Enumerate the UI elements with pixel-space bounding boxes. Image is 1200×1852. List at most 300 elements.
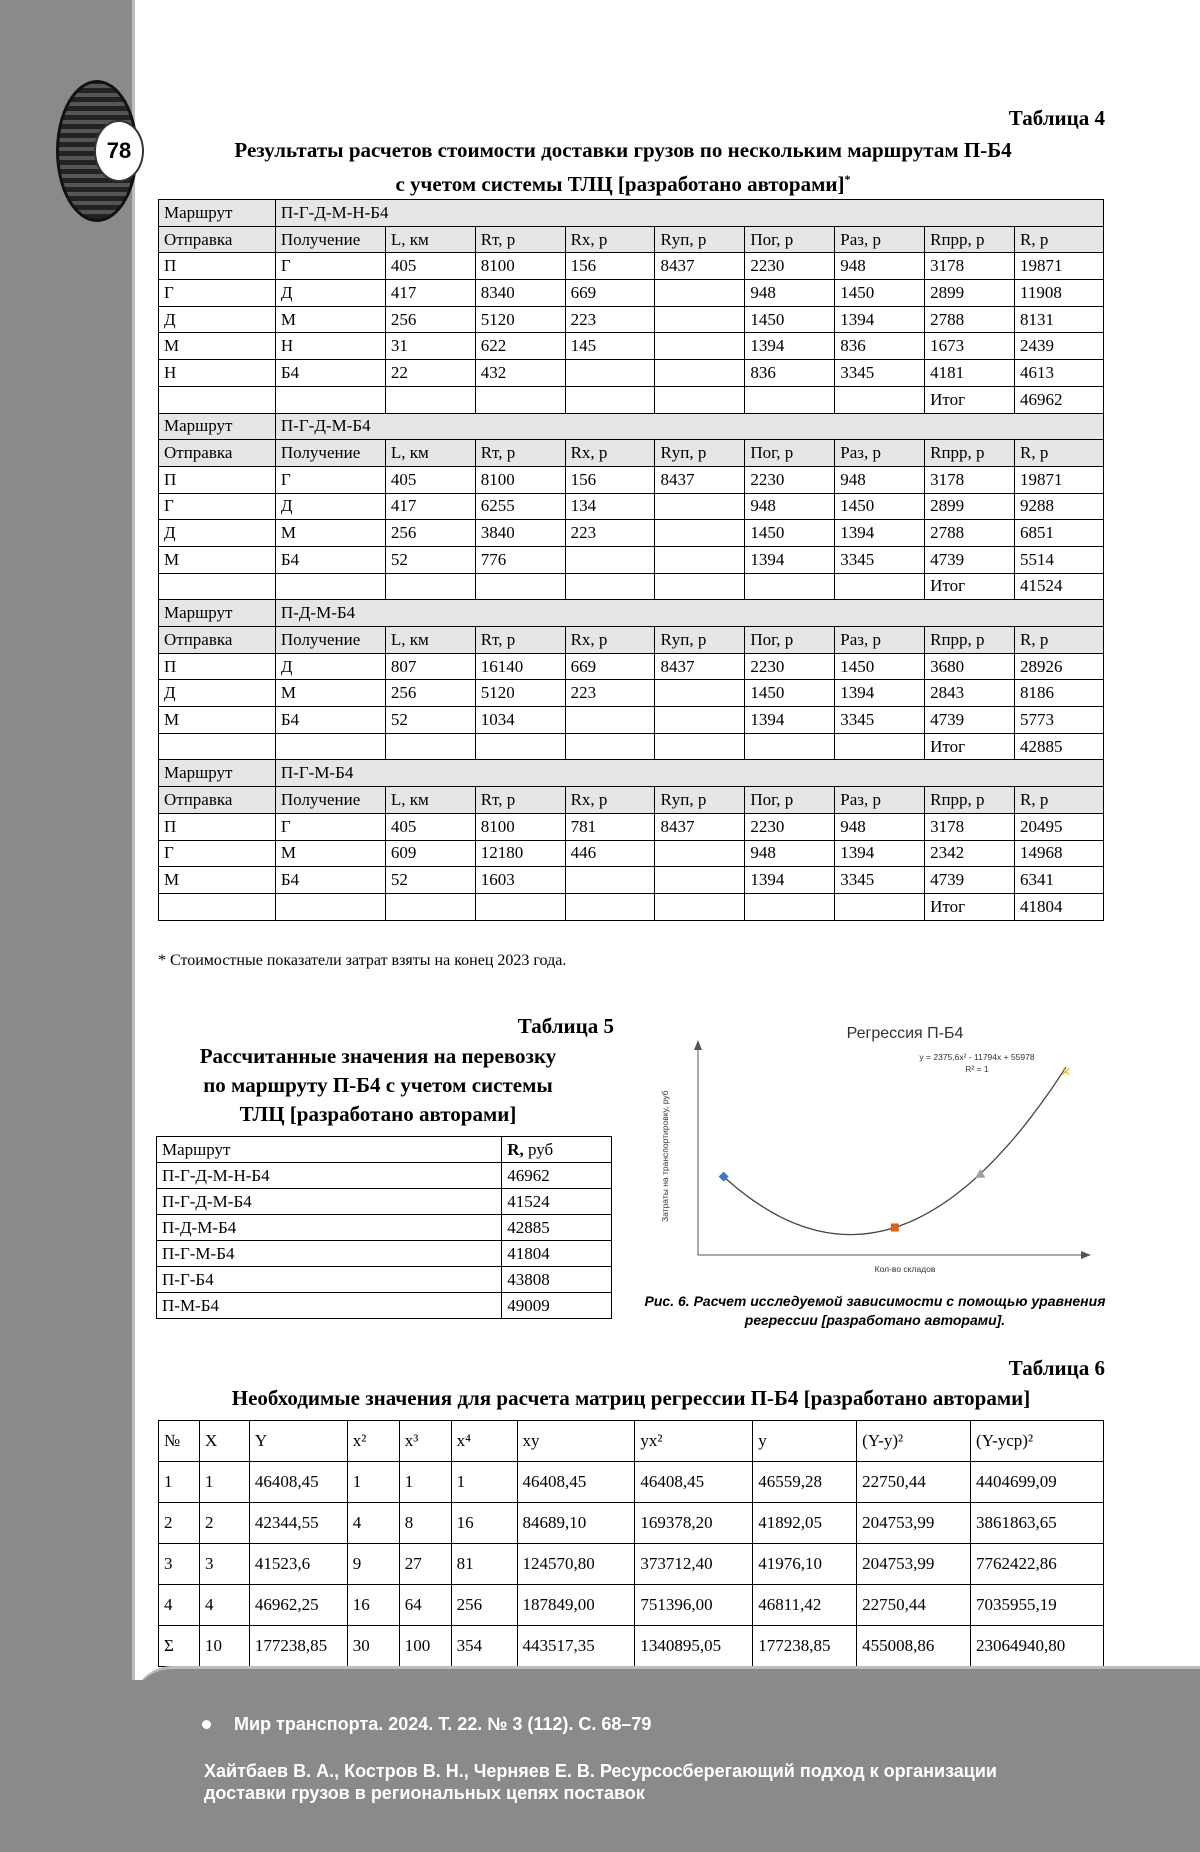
route-label: Маршрут [159,600,276,627]
table6 [158,1420,1104,1667]
table-cell: 22750,44 [857,1462,971,1503]
table-cell: 4739 [925,867,1015,894]
table-cell: 46811,42 [753,1585,857,1626]
table4-header-cell: Rпрр, р [925,627,1015,654]
table-cell: 2899 [925,493,1015,520]
empty-cell [835,573,925,600]
table-cell: 1673 [925,333,1015,360]
table-cell: 2843 [925,680,1015,707]
table-cell: 1340895,05 [635,1626,753,1667]
table4-header-cell: Rт, р [475,226,565,253]
table-row [159,253,1104,280]
table-cell: 41523,6 [249,1544,347,1585]
table-cell: П-Г-М-Б4 [157,1241,502,1267]
table-cell: 1034 [475,707,565,734]
table-cell: 1394 [835,520,925,547]
table-cell: 52 [385,867,475,894]
table-cell: М [275,840,385,867]
empty-cell [565,893,655,920]
table-cell: 354 [451,1626,517,1667]
table4-header-cell: Rуп, р [655,226,745,253]
table-cell: 669 [565,280,655,307]
empty-cell [655,573,745,600]
table-cell: 6255 [475,493,565,520]
table-cell: 1394 [745,707,835,734]
table-cell: 6851 [1015,520,1104,547]
route-total-row [159,893,1104,920]
table6-header-cell: № [159,1421,200,1462]
table-cell: 417 [385,493,475,520]
table-cell: 46408,45 [635,1462,753,1503]
table-cell [655,360,745,387]
table4-header-cell: Пог, р [745,226,835,253]
table4-title-line1: Результаты расчетов стоимости доставки грузов по нескольким маршрутам П-Б4 [234,138,1012,162]
regression-chart [640,1010,1110,1280]
table4-header-cell: R, р [1015,787,1104,814]
chart-xlabel: Кол-во складов [874,1264,936,1274]
table5-header-r-unit: руб [523,1139,554,1159]
total-label: Итог [925,573,1015,600]
table-cell: 3178 [925,466,1015,493]
table4-header-cell: Rпрр, р [925,226,1015,253]
table-cell: Г [159,840,276,867]
chart-title: Регрессия П-Б4 [846,1025,964,1042]
table-cell: М [275,680,385,707]
table-cell: П-Г-Д-М-Б4 [157,1189,502,1215]
table6-header-cell: (Y-yср)² [971,1421,1104,1462]
table-cell: 46408,45 [517,1462,635,1503]
table-cell: 373712,40 [635,1544,753,1585]
table-cell: 2788 [925,520,1015,547]
table-row [159,813,1104,840]
table-cell: 2230 [745,253,835,280]
table-cell: 49009 [502,1293,612,1319]
table-cell: 2 [159,1503,200,1544]
table-cell: 1450 [745,306,835,333]
table-cell [655,333,745,360]
table-cell: 46408,45 [249,1462,347,1503]
table-cell: 405 [385,813,475,840]
table-row [157,1267,612,1293]
table-cell: 8131 [1015,306,1104,333]
table-cell: 3 [159,1544,200,1585]
table-cell: 432 [475,360,565,387]
left-sidebar-band [0,0,132,1852]
table5-title-line3: ТЛЦ [разработано авторами] [239,1102,517,1126]
table-row [159,280,1104,307]
table-cell: Б4 [275,546,385,573]
table-cell: 1 [159,1462,200,1503]
table-cell: 81 [451,1544,517,1585]
table-cell: 8100 [475,813,565,840]
table4-header-cell: R, р [1015,226,1104,253]
table6-header-cell: y [753,1421,857,1462]
table4-header-cell: Получение [275,226,385,253]
table-cell: 156 [565,466,655,493]
table-cell: Г [275,466,385,493]
table-cell [655,280,745,307]
table-cell: 1450 [835,280,925,307]
empty-cell [275,386,385,413]
table-cell: П-Г-Б4 [157,1267,502,1293]
table-cell: 22 [385,360,475,387]
table-cell: 609 [385,840,475,867]
table-cell: 8 [399,1503,451,1544]
table4-header-cell: L, км [385,226,475,253]
table-cell: 46962 [502,1163,612,1189]
table-cell: 1394 [835,840,925,867]
table-cell: Н [159,360,276,387]
table6-header-cell: Y [249,1421,347,1462]
table-cell: П [159,253,276,280]
table-cell: Б4 [275,360,385,387]
table-cell: 223 [565,520,655,547]
table4-header-cell: Пог, р [745,627,835,654]
table-row [159,360,1104,387]
table-cell: 3345 [835,360,925,387]
table-cell: 1394 [745,333,835,360]
table-cell: 3178 [925,253,1015,280]
table-cell: 41976,10 [753,1544,857,1585]
table-cell: 5514 [1015,546,1104,573]
table-cell: П-Д-М-Б4 [157,1215,502,1241]
table-cell: 177238,85 [753,1626,857,1667]
empty-cell [745,386,835,413]
table5-header-route: Маршрут [157,1137,502,1163]
table-cell: 5120 [475,680,565,707]
table-cell: 948 [745,840,835,867]
table4-header-cell: Rт, р [475,787,565,814]
table4-title [158,136,1088,199]
table4-header-cell: Раз, р [835,787,925,814]
table-row [157,1163,612,1189]
table6-header-cell: x² [347,1421,399,1462]
table-cell: 41524 [502,1189,612,1215]
table-cell: 1394 [745,546,835,573]
figure6-caption-line2: регрессии [разработано авторами]. [744,1312,1006,1328]
table6-header-cell: xy [517,1421,635,1462]
table-cell: 2788 [925,306,1015,333]
route-name: П-Г-М-Б4 [275,760,1103,787]
table-cell: 9288 [1015,493,1104,520]
table-row [159,1585,1104,1626]
table5-header-r-symbol: R, [507,1139,524,1159]
table-cell: 807 [385,653,475,680]
table-cell: 11908 [1015,280,1104,307]
table-cell: 3345 [835,707,925,734]
table4-header-row [159,627,1104,654]
table-cell: 3680 [925,653,1015,680]
table-cell: 836 [745,360,835,387]
chart-point: ✕ [1060,1064,1071,1079]
empty-cell [565,733,655,760]
table-cell: 4739 [925,546,1015,573]
table-cell: 42885 [502,1215,612,1241]
table-cell: Д [275,653,385,680]
table-cell: Н [275,333,385,360]
table-cell: 948 [835,813,925,840]
total-label: Итог [925,733,1015,760]
table-cell [655,680,745,707]
table-cell: 169378,20 [635,1503,753,1544]
table-cell: 256 [385,306,475,333]
table4-header-cell: Раз, р [835,627,925,654]
table-cell: 134 [565,493,655,520]
empty-cell [835,733,925,760]
regression-curve [724,1067,1066,1234]
total-label: Итог [925,893,1015,920]
table-cell: 256 [385,680,475,707]
empty-cell [475,386,565,413]
table-row [159,333,1104,360]
table-cell: 31 [385,333,475,360]
table-cell: 8437 [655,466,745,493]
table4-header-cell: R, р [1015,627,1104,654]
table-cell: 405 [385,466,475,493]
table6-label: Таблица 6 [1008,1356,1105,1380]
table-cell [565,867,655,894]
table-cell: 41804 [502,1241,612,1267]
table-cell: П [159,466,276,493]
page-number: 78 [94,120,144,182]
table-cell: 1603 [475,867,565,894]
table-cell: М [159,546,276,573]
table4-header-cell: R, р [1015,440,1104,467]
table-cell: 1 [199,1462,249,1503]
table-cell: 446 [565,840,655,867]
table-cell: Г [159,280,276,307]
route-label: Маршрут [159,200,276,227]
table-cell: 443517,35 [517,1626,635,1667]
sidebar-edge [132,0,149,1685]
table-cell: 2342 [925,840,1015,867]
table-cell: 948 [835,253,925,280]
table-cell: 4739 [925,707,1015,734]
table4-header-cell: L, км [385,787,475,814]
table-cell: 1 [347,1462,399,1503]
table-cell [655,707,745,734]
table4-title-mark: * [844,172,851,186]
table-cell: 3345 [835,546,925,573]
table5-header-row [157,1137,612,1163]
table4-header-row [159,787,1104,814]
empty-cell [475,733,565,760]
table-row [159,493,1104,520]
table-cell: Г [159,493,276,520]
table-cell: Д [159,680,276,707]
route-total-value: 41524 [1015,573,1104,600]
chart-r2: R² = 1 [965,1064,989,1074]
table4-header-cell: Rх, р [565,226,655,253]
total-label: Итог [925,386,1015,413]
route-name-row [159,413,1104,440]
table-cell: 46962,25 [249,1585,347,1626]
route-total-value: 42885 [1015,733,1104,760]
empty-cell [385,893,475,920]
route-total-value: 41804 [1015,893,1104,920]
table4-header-cell: Получение [275,440,385,467]
table-cell: 417 [385,280,475,307]
table-cell: 52 [385,707,475,734]
table-cell: Д [275,280,385,307]
table-cell: 3861863,65 [971,1503,1104,1544]
table-cell: 1450 [745,680,835,707]
route-name-row [159,600,1104,627]
table-row [159,546,1104,573]
table-cell: 781 [565,813,655,840]
table-cell: 16 [347,1585,399,1626]
table-cell: 27 [399,1544,451,1585]
route-name-row [159,760,1104,787]
table-cell: 22750,44 [857,1585,971,1626]
table-cell: 8437 [655,653,745,680]
table-cell: 7762422,86 [971,1544,1104,1585]
table4-header-row [159,440,1104,467]
table-cell: 204753,99 [857,1503,971,1544]
table-cell: 28926 [1015,653,1104,680]
table-cell [565,546,655,573]
table4-header-cell: Пог, р [745,440,835,467]
table-cell [565,707,655,734]
table-cell [655,520,745,547]
route-total-row [159,386,1104,413]
table-cell: 8437 [655,813,745,840]
figure6-caption-line1: Рис. 6. Расчет исследуемой зависимости с помощью уравнения [644,1293,1106,1309]
chart-x-arrow [1081,1251,1091,1259]
table-cell: 7035955,19 [971,1585,1104,1626]
table4-header-cell: Rпрр, р [925,787,1015,814]
route-name: П-Д-М-Б4 [275,600,1103,627]
route-label: Маршрут [159,413,276,440]
table4-label: Таблица 4 [1008,106,1105,130]
empty-cell [655,733,745,760]
table-cell: 64 [399,1585,451,1626]
empty-cell [385,733,475,760]
table4-header-cell: Отправка [159,226,276,253]
table-cell: 8186 [1015,680,1104,707]
table-row [159,653,1104,680]
table-cell: 2439 [1015,333,1104,360]
table-row [157,1215,612,1241]
table4-header-cell: Rт, р [475,440,565,467]
table-row [159,1462,1104,1503]
route-total-row [159,573,1104,600]
empty-cell [159,573,276,600]
table4-header-cell: Раз, р [835,440,925,467]
empty-cell [159,733,276,760]
table-cell: 256 [385,520,475,547]
empty-cell [159,386,276,413]
empty-cell [655,386,745,413]
route-label: Маршрут [159,760,276,787]
table-cell: Г [275,813,385,840]
table-cell [655,546,745,573]
table6-header-cell: x⁴ [451,1421,517,1462]
table-cell: 30 [347,1626,399,1667]
table-cell: 9 [347,1544,399,1585]
table5 [156,1136,612,1319]
table4-header-cell: Rт, р [475,627,565,654]
table4-header-cell: Отправка [159,627,276,654]
table-cell: 204753,99 [857,1544,971,1585]
table-cell: 4181 [925,360,1015,387]
table-cell: 3178 [925,813,1015,840]
table-row [159,306,1104,333]
table-cell: 1450 [745,520,835,547]
table-cell: П [159,813,276,840]
empty-cell [745,573,835,600]
table-cell: 3 [199,1544,249,1585]
table-row [157,1293,612,1319]
table-cell: 84689,10 [517,1503,635,1544]
empty-cell [385,386,475,413]
table-cell: 16140 [475,653,565,680]
table-cell: 256 [451,1585,517,1626]
table-cell: М [275,520,385,547]
table-cell: М [159,707,276,734]
table-cell: 1 [451,1462,517,1503]
footer-authors [204,1760,1104,1804]
table6-header-cell: (Y-y)² [857,1421,971,1462]
table-row [159,707,1104,734]
table6-header-row [159,1421,1104,1462]
table-cell: 1450 [835,653,925,680]
empty-cell [275,573,385,600]
chart-ylabel: Затраты на транспортировку, руб [660,1090,670,1222]
table4-header-cell: L, км [385,627,475,654]
empty-cell [475,893,565,920]
table-cell: 177238,85 [249,1626,347,1667]
table4-header-cell: Получение [275,787,385,814]
table-row [159,1544,1104,1585]
table5-title [158,1042,598,1129]
table-cell: 4 [347,1503,399,1544]
table-cell: 41892,05 [753,1503,857,1544]
table-cell: 3345 [835,867,925,894]
table-cell: 4 [159,1585,200,1626]
table-cell: Г [275,253,385,280]
footer-journal: Мир транспорта. 2024. Т. 22. № 3 (112). С. 68–79 [234,1714,652,1734]
table-cell [655,867,745,894]
table-cell: 10 [199,1626,249,1667]
table-cell [655,493,745,520]
empty-cell [275,893,385,920]
empty-cell [835,386,925,413]
table4-header-cell: Отправка [159,440,276,467]
route-name-row [159,200,1104,227]
table-cell: 14968 [1015,840,1104,867]
empty-cell [655,893,745,920]
table-cell: Б4 [275,867,385,894]
table-cell: 16 [451,1503,517,1544]
table-cell: 42344,55 [249,1503,347,1544]
table-cell: 5120 [475,306,565,333]
table-cell: 455008,86 [857,1626,971,1667]
table-cell: П-М-Б4 [157,1293,502,1319]
table6-header-cell: yx² [635,1421,753,1462]
table4-header-cell: Rпрр, р [925,440,1015,467]
chart-points [719,1065,1071,1232]
table-cell: П [159,653,276,680]
table-row [159,1503,1104,1544]
table-cell: 19871 [1015,466,1104,493]
table-cell: 6341 [1015,867,1104,894]
table-cell: 669 [565,653,655,680]
empty-cell [385,573,475,600]
table-cell [655,840,745,867]
empty-cell [565,386,655,413]
table-cell: Д [159,520,276,547]
